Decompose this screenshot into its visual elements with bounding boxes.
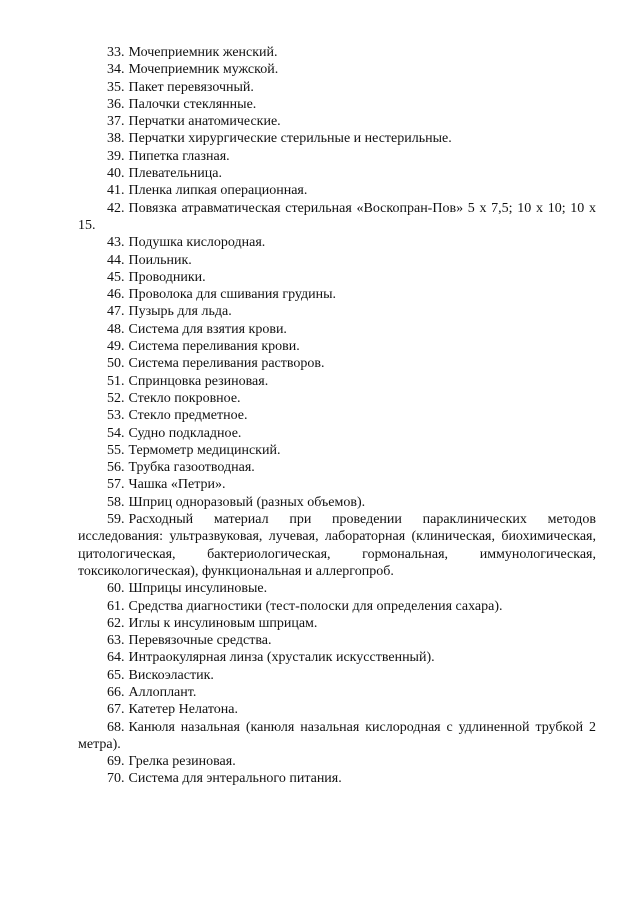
item-text: Судно подкладное. <box>128 425 242 441</box>
item-text: Канюля назальная (канюля назальная кислородная с удлиненной трубкой 2 метра). <box>78 719 596 752</box>
list-item <box>78 113 596 130</box>
list-item <box>78 269 596 286</box>
item-number: 59. <box>107 512 125 528</box>
list-item <box>78 494 596 511</box>
item-text: Система для взятия крови. <box>128 321 287 337</box>
item-number: 51. <box>107 373 125 389</box>
item-text: Система переливания крови. <box>128 339 300 355</box>
item-text: Перчатки анатомические. <box>128 114 281 130</box>
list-item <box>78 442 596 459</box>
list-item <box>78 719 596 754</box>
item-number: 65. <box>107 667 125 683</box>
item-text: Шприцы инсулиновые. <box>128 581 268 597</box>
list-item <box>78 61 596 78</box>
list-item <box>78 390 596 407</box>
item-number: 48. <box>107 321 125 337</box>
item-text: Мочеприемник женский. <box>128 45 278 60</box>
item-text: Повязка атравматическая стерильная «Воскопран-Пов» 5 х 7,5; 10 х 10; 10 х 15. <box>78 200 596 233</box>
item-text: Проволока для сшивания грудины. <box>128 287 337 303</box>
item-text: Поильник. <box>128 252 192 268</box>
item-number: 38. <box>107 131 125 147</box>
item-text: Грелка резиновая. <box>128 754 236 770</box>
list-item <box>78 684 596 701</box>
list-item <box>78 338 596 355</box>
item-number: 34. <box>107 62 125 78</box>
list-item <box>78 770 596 787</box>
list-item <box>78 425 596 442</box>
item-number: 44. <box>107 252 125 268</box>
item-number: 49. <box>107 339 125 355</box>
list-item <box>78 598 596 615</box>
item-text: Средства диагностики (тест-полоски для определения сахара). <box>128 598 503 614</box>
item-number: 43. <box>107 235 125 251</box>
list-item <box>78 148 596 165</box>
item-number: 68. <box>107 719 125 735</box>
item-text: Проводники. <box>128 269 206 285</box>
list-item <box>78 286 596 303</box>
list-item <box>78 165 596 182</box>
item-number: 66. <box>107 684 125 700</box>
item-text: Иглы к инсулиновым шприцам. <box>128 615 318 631</box>
list-item <box>78 459 596 476</box>
item-number: 69. <box>107 754 125 770</box>
list-item <box>78 632 596 649</box>
item-number: 56. <box>107 460 125 476</box>
item-text: Чашка «Петри». <box>128 477 226 493</box>
list-item <box>78 511 596 580</box>
item-text: Перевязочные средства. <box>128 633 272 649</box>
list-item <box>78 615 596 632</box>
item-number: 70. <box>107 771 125 787</box>
item-list <box>78 44 596 788</box>
item-number: 64. <box>107 650 125 666</box>
item-number: 37. <box>107 114 125 130</box>
item-number: 55. <box>107 442 125 458</box>
item-text: Интраокулярная линза (хрусталик искусственный). <box>128 650 435 666</box>
item-text: Шприц одноразовый (разных объемов). <box>128 494 366 510</box>
item-number: 61. <box>107 598 125 614</box>
item-number: 67. <box>107 702 125 718</box>
item-text: Стекло покровное. <box>128 390 241 406</box>
item-text: Термометр медицинский. <box>128 442 281 458</box>
item-number: 54. <box>107 425 125 441</box>
item-number: 62. <box>107 615 125 631</box>
list-item <box>78 96 596 113</box>
item-number: 50. <box>107 356 125 372</box>
item-number: 41. <box>107 183 125 199</box>
item-number: 63. <box>107 633 125 649</box>
item-number: 36. <box>107 96 125 112</box>
item-number: 35. <box>107 79 125 95</box>
list-item <box>78 252 596 269</box>
item-text: Стекло предметное. <box>128 408 248 424</box>
item-text: Катетер Нелатона. <box>128 702 238 718</box>
item-text: Плевательница. <box>128 166 222 182</box>
list-item <box>78 130 596 147</box>
list-item <box>78 667 596 684</box>
item-text: Палочки стеклянные. <box>128 96 257 112</box>
list-item <box>78 182 596 199</box>
list-item <box>78 44 596 61</box>
item-text: Система для энтерального питания. <box>128 771 342 787</box>
item-text: Мочеприемник мужской. <box>128 62 279 78</box>
list-item <box>78 649 596 666</box>
list-item <box>78 476 596 493</box>
list-item <box>78 200 596 235</box>
item-number: 39. <box>107 148 125 164</box>
item-number: 46. <box>107 287 125 303</box>
item-text: Трубка газоотводная. <box>128 460 255 476</box>
item-number: 53. <box>107 408 125 424</box>
item-text: Подушка кислородная. <box>128 235 266 251</box>
item-text: Спринцовка резиновая. <box>128 373 269 389</box>
item-number: 42. <box>107 200 125 216</box>
item-text: Пакет перевязочный. <box>128 79 254 95</box>
list-item <box>78 701 596 718</box>
list-item <box>78 79 596 96</box>
item-text: Пленка липкая операционная. <box>128 183 308 199</box>
list-item <box>78 373 596 390</box>
item-text: Пипетка глазная. <box>128 148 230 164</box>
item-number: 57. <box>107 477 125 493</box>
item-number: 52. <box>107 390 125 406</box>
item-text: Пузырь для льда. <box>128 304 232 320</box>
list-item <box>78 303 596 320</box>
list-item <box>78 355 596 372</box>
item-number: 60. <box>107 581 125 597</box>
item-text: Перчатки хирургические стерильные и нестерильные. <box>128 131 452 147</box>
item-text: Аллоплант. <box>128 684 197 700</box>
list-item <box>78 580 596 597</box>
list-item <box>78 321 596 338</box>
list-item <box>78 234 596 251</box>
item-number: 40. <box>107 166 125 182</box>
item-number: 47. <box>107 304 125 320</box>
item-text: Вискоэластик. <box>128 667 214 683</box>
item-number: 58. <box>107 494 125 510</box>
list-item <box>78 753 596 770</box>
item-number: 45. <box>107 269 125 285</box>
item-text: Система переливания растворов. <box>128 356 325 372</box>
item-number: 33. <box>107 45 125 60</box>
list-item <box>78 407 596 424</box>
item-text: Расходный материал при проведении параклинических методов исследования: ультразвуковая, лучевая, лабораторная (клиническая, биохимическая, цитологическая, бактериологическая, гормональная, иммунологическая, токсикологическая), функциональная и аллергопроб. <box>78 512 596 579</box>
